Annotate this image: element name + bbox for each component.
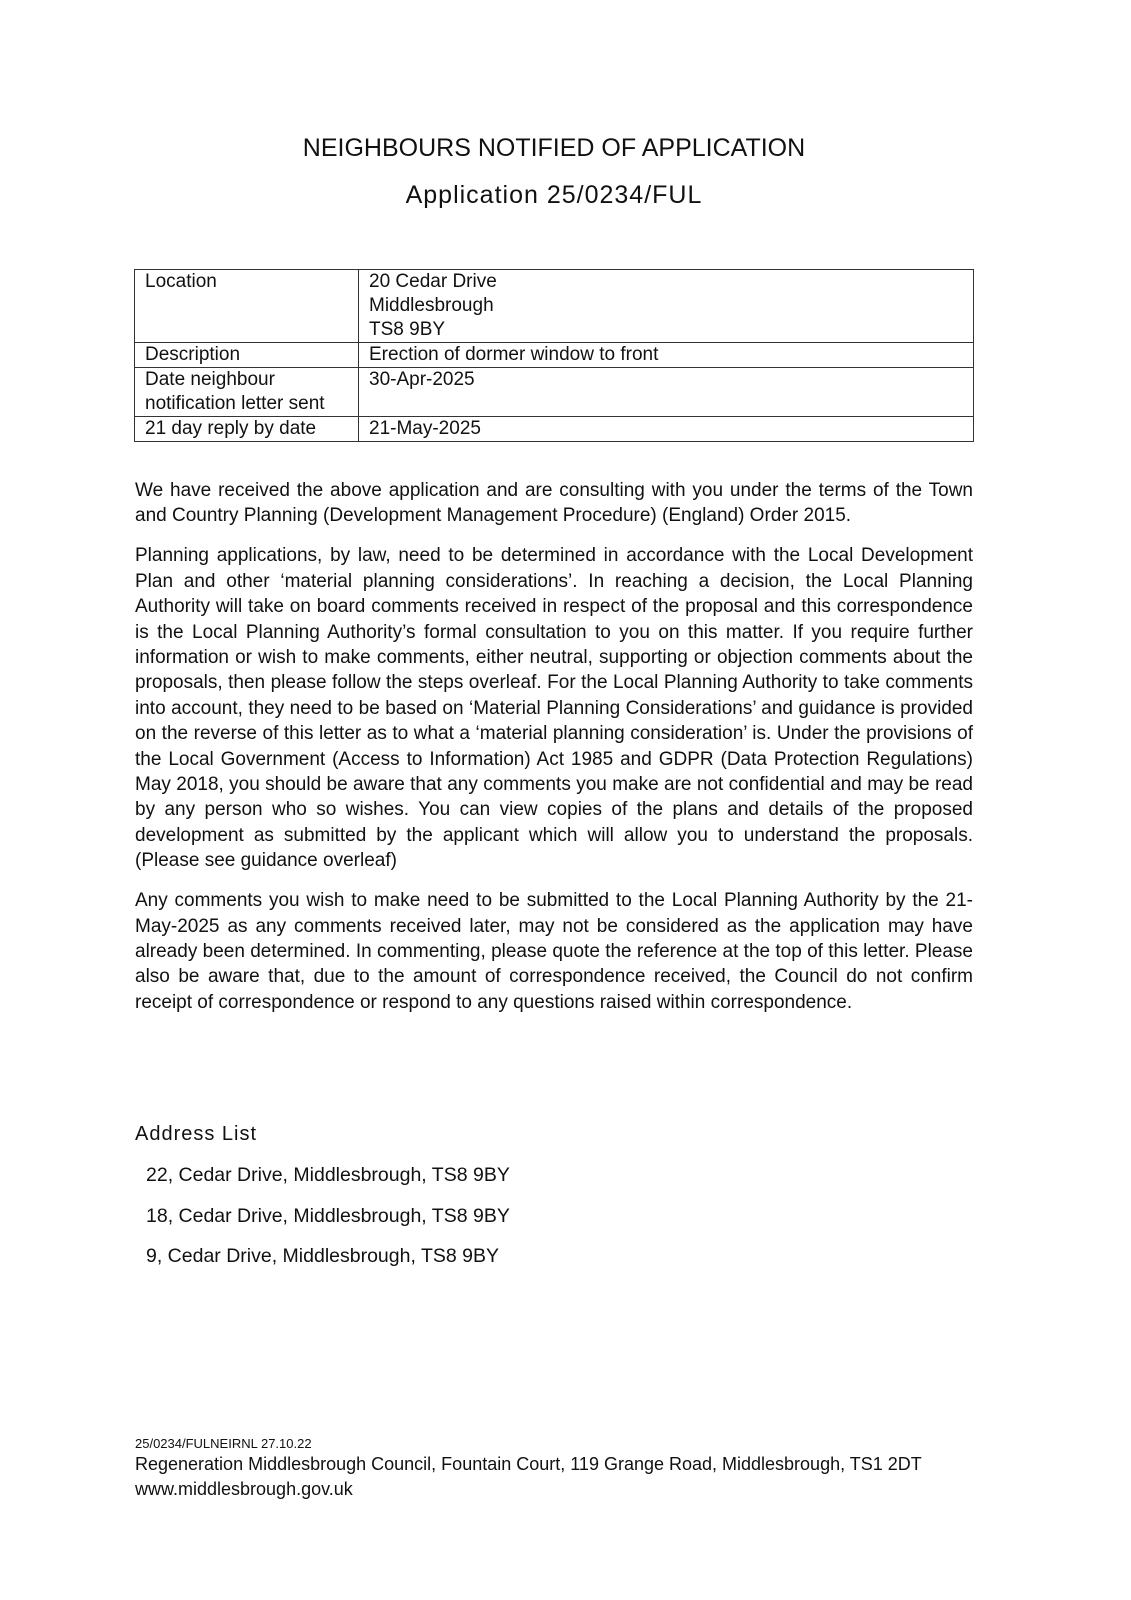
application-reference: Application 25/0234/FUL	[405, 181, 703, 209]
address-line: TS8 9BY	[369, 319, 446, 340]
table-row	[135, 343, 974, 368]
table-row	[135, 270, 974, 343]
reply-by-label: 21 day reply by date	[135, 417, 359, 442]
location-value	[359, 270, 974, 343]
location-label: Location	[135, 270, 359, 343]
notification-date-label	[135, 368, 359, 417]
label-line: notification letter sent	[145, 393, 325, 414]
document-reference: 25/0234/FULNEIRNL 27.10.22	[135, 1436, 312, 1451]
label-line: Date neighbour	[145, 369, 275, 390]
council-website: www.middlesbrough.gov.uk	[135, 1479, 353, 1499]
address-list-heading: Address List	[135, 1123, 258, 1145]
council-address: Regeneration Middlesbrough Council, Fountain Court, 119 Grange Road, Middlesbrough, TS1 2DT	[135, 1454, 922, 1474]
reply-by-value: 21-May-2025	[359, 417, 974, 442]
address-line: Middlesbrough	[369, 295, 494, 316]
description-label: Description	[135, 343, 359, 368]
address-item: 22, Cedar Drive, Middlesbrough, TS8 9BY	[146, 1164, 510, 1186]
paragraph: We have received the above application and are consulting with you under the terms of the Town and Country Planning (Development Management Procedure) (England) Order 2015.	[135, 480, 973, 527]
address-item: 9, Cedar Drive, Middlesbrough, TS8 9BY	[146, 1245, 499, 1267]
notification-date-value: 30-Apr-2025	[359, 368, 974, 417]
application-details-table	[134, 269, 974, 442]
description-value: Erection of dormer window to front	[359, 343, 974, 368]
letter-body	[135, 478, 973, 1030]
address-line: 20 Cedar Drive	[369, 271, 497, 292]
address-item: 18, Cedar Drive, Middlesbrough, TS8 9BY	[146, 1205, 510, 1227]
page-title: NEIGHBOURS NOTIFIED OF APPLICATION	[302, 134, 806, 162]
table-row	[135, 417, 974, 442]
paragraph: Any comments you wish to make need to be submitted to the Local Planning Authority by the 21-May-2025 as any comments received later, may not be considered as the application may have already been determined. In commenting, please quote the reference at the top of this letter. Please also be aware that, due to the amount of correspondence received, the Council do not confirm receipt of correspondence or respond to any questions raised within correspondence.	[135, 890, 973, 1013]
table-row	[135, 368, 974, 417]
paragraph: Planning applications, by law, need to be determined in accordance with the Local Development Plan and other ‘material planning considerations’. In reaching a decision, the Local Planning Authority will take on board comments received in respect of the proposal and this correspondence is the Local Planning Authority’s formal consultation to you on this matter. If you require further information or wish to make comments, either neutral, supporting or objection comments about the proposals, then please follow the steps overleaf. For the Local Planning Authority to take comments into account, they need to be based on ‘Material Planning Considerations’ and guidance is provided on the reverse of this letter as to what a ‘material planning consideration’ is. Under the provisions of the Local Government (Access to Information) Act 1985 and GDPR (Data Protection Regulations) May 2018, you should be aware that any comments you make are not confidential and may be read by any person who so wishes. You can view copies of the plans and details of the proposed development as submitted by the applicant which will allow you to understand the proposals. (Please see guidance overleaf)	[135, 545, 973, 872]
